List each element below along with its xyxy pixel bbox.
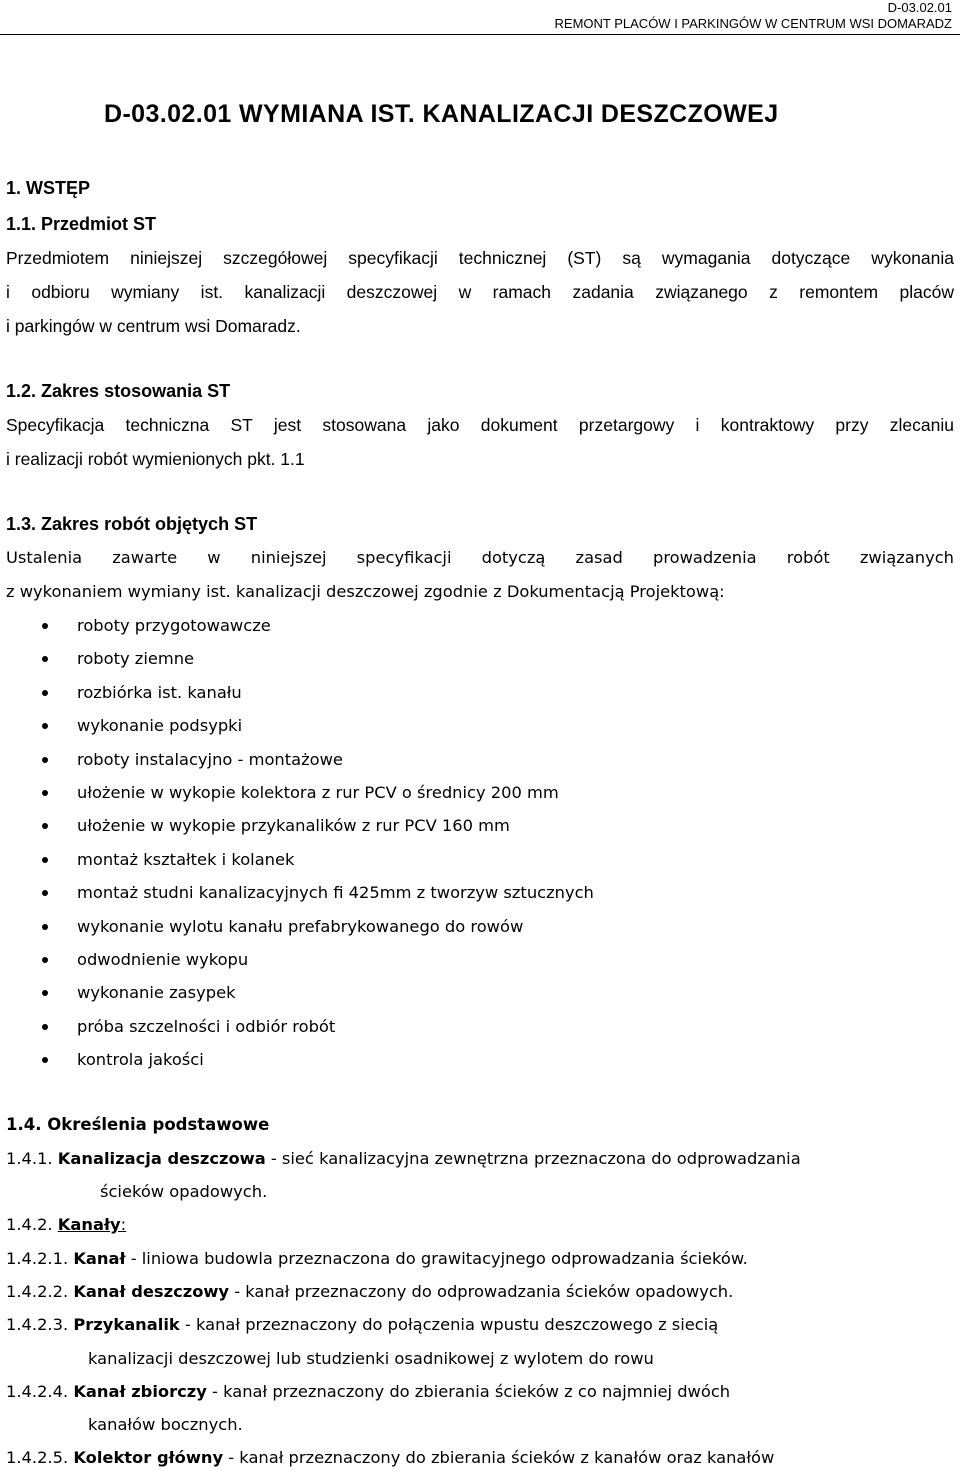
definition-number: 1.4.2.2. bbox=[6, 1282, 74, 1301]
list-item: wykonanie zasypek bbox=[0, 979, 594, 1012]
section-1-1-line-3: i parkingów w centrum wsi Domaradz. bbox=[6, 316, 301, 336]
section-1-1-line-1: Przedmiotem niniejszej szczegółowej specyfikacji technicznej (ST) są wymagania dotyczące wykonania bbox=[6, 248, 954, 268]
section-1-4-heading: 1.4. Określenia podstawowe bbox=[6, 1115, 270, 1134]
list-item: kontrola jakości bbox=[0, 1046, 594, 1079]
section-1-2-line-2: i realizacji robót wymienionych pkt. 1.1 bbox=[6, 449, 305, 469]
header-project: REMONT PLACÓW I PARKINGÓW W CENTRUM WSI DOMARADZ bbox=[554, 16, 952, 31]
section-1-2-line-1: Specyfikacja techniczna ST jest stosowana jako dokument przetargowy i kontraktowy przy zlecaniu bbox=[6, 415, 954, 435]
definition-1-4-2-4 bbox=[6, 1382, 730, 1401]
list-item: roboty instalacyjno - montażowe bbox=[0, 746, 594, 779]
definition-number: 1.4.2.1. bbox=[6, 1249, 74, 1268]
list-item: wykonanie podsypki bbox=[0, 712, 594, 745]
definition-1-4-1 bbox=[6, 1149, 801, 1168]
section-1-heading: 1. WSTĘP bbox=[6, 178, 91, 198]
definition-number: 1.4.2.4. bbox=[6, 1382, 74, 1401]
definition-term: Kolektor główny bbox=[73, 1448, 224, 1467]
definition-term: Kanał deszczowy bbox=[73, 1282, 230, 1301]
definition-term: Przykanalik bbox=[73, 1315, 180, 1334]
header-code: D-03.02.01 bbox=[887, 0, 952, 15]
list-item: montaż kształtek i kolanek bbox=[0, 846, 594, 879]
section-1-2-heading: 1.2. Zakres stosowania ST bbox=[6, 381, 231, 401]
definition-1-4-2-1 bbox=[6, 1249, 748, 1268]
definition-number: 1.4.2.5. bbox=[6, 1448, 74, 1467]
definition-text: - liniowa budowla przeznaczona do grawitacyjnego odprowadzania ścieków. bbox=[125, 1249, 748, 1268]
definition-term: Kanały bbox=[57, 1215, 121, 1234]
list-item: ułożenie w wykopie kolektora z rur PCV o średnicy 200 mm bbox=[0, 779, 594, 812]
definition-term: Kanalizacja deszczowa bbox=[57, 1149, 266, 1168]
list-item: rozbiórka ist. kanału bbox=[0, 679, 594, 712]
definition-number: 1.4.2.3. bbox=[6, 1315, 74, 1334]
definition-1-4-1-continued: ścieków opadowych. bbox=[100, 1182, 268, 1201]
list-item: wykonanie wylotu kanału prefabrykowanego do rowów bbox=[0, 913, 594, 946]
list-item: roboty przygotowawcze bbox=[0, 612, 594, 645]
definition-text: - kanał przeznaczony do zbierania ścieków z kanałów oraz kanałów bbox=[223, 1448, 775, 1467]
definition-1-4-2 bbox=[6, 1215, 126, 1234]
definition-1-4-2-4-continued: kanałów bocznych. bbox=[88, 1415, 243, 1434]
section-1-3-heading: 1.3. Zakres robót objętych ST bbox=[6, 514, 258, 534]
section-1-1-heading: 1.1. Przedmiot ST bbox=[6, 214, 157, 234]
definition-term: Kanał bbox=[73, 1249, 126, 1268]
document-title: D-03.02.01 WYMIANA IST. KANALIZACJI DESZCZOWEJ bbox=[104, 100, 779, 128]
definition-1-4-2-5 bbox=[6, 1448, 774, 1467]
header-rule bbox=[0, 34, 960, 35]
definition-text: - kanał przeznaczony do zbierania ścieków z co najmniej dwóch bbox=[206, 1382, 731, 1401]
definition-text: - kanał przeznaczony do odprowadzania ścieków opadowych. bbox=[229, 1282, 734, 1301]
section-1-1-line-2: i odbioru wymiany ist. kanalizacji deszczowej w ramach zadania związanego z remontem placów bbox=[6, 282, 954, 302]
section-1-3-line-2: z wykonaniem wymiany ist. kanalizacji deszczowej zgodnie z Dokumentacją Projektową: bbox=[6, 582, 725, 601]
definition-term: Kanał zbiorczy bbox=[73, 1382, 207, 1401]
definition-text: : bbox=[120, 1215, 127, 1234]
definition-number: 1.4.1. bbox=[6, 1149, 58, 1168]
list-item: odwodnienie wykopu bbox=[0, 946, 594, 979]
definition-text: - sieć kanalizacyjna zewnętrzna przeznaczona do odprowadzania bbox=[265, 1149, 801, 1168]
list-item: roboty ziemne bbox=[0, 645, 594, 678]
definition-1-4-2-3 bbox=[6, 1315, 718, 1334]
list-item: próba szczelności i odbiór robót bbox=[0, 1013, 594, 1046]
section-1-3-line-1: Ustalenia zawarte w niniejszej specyfikacji dotyczą zasad prowadzenia robót związanych bbox=[6, 548, 954, 567]
definition-text: - kanał przeznaczony do połączenia wpustu deszczowego z siecią bbox=[179, 1315, 719, 1334]
definition-number: 1.4.2. bbox=[6, 1215, 58, 1234]
definition-1-4-2-2 bbox=[6, 1282, 733, 1301]
scope-list bbox=[0, 612, 594, 1079]
list-item: ułożenie w wykopie przykanalików z rur PCV 160 mm bbox=[0, 812, 594, 845]
list-item: montaż studni kanalizacyjnych fi 425mm z tworzyw sztucznych bbox=[0, 879, 594, 912]
definition-1-4-2-3-continued: kanalizacji deszczowej lub studzienki osadnikowej z wylotem do rowu bbox=[88, 1349, 654, 1368]
page-header bbox=[555, 0, 952, 32]
